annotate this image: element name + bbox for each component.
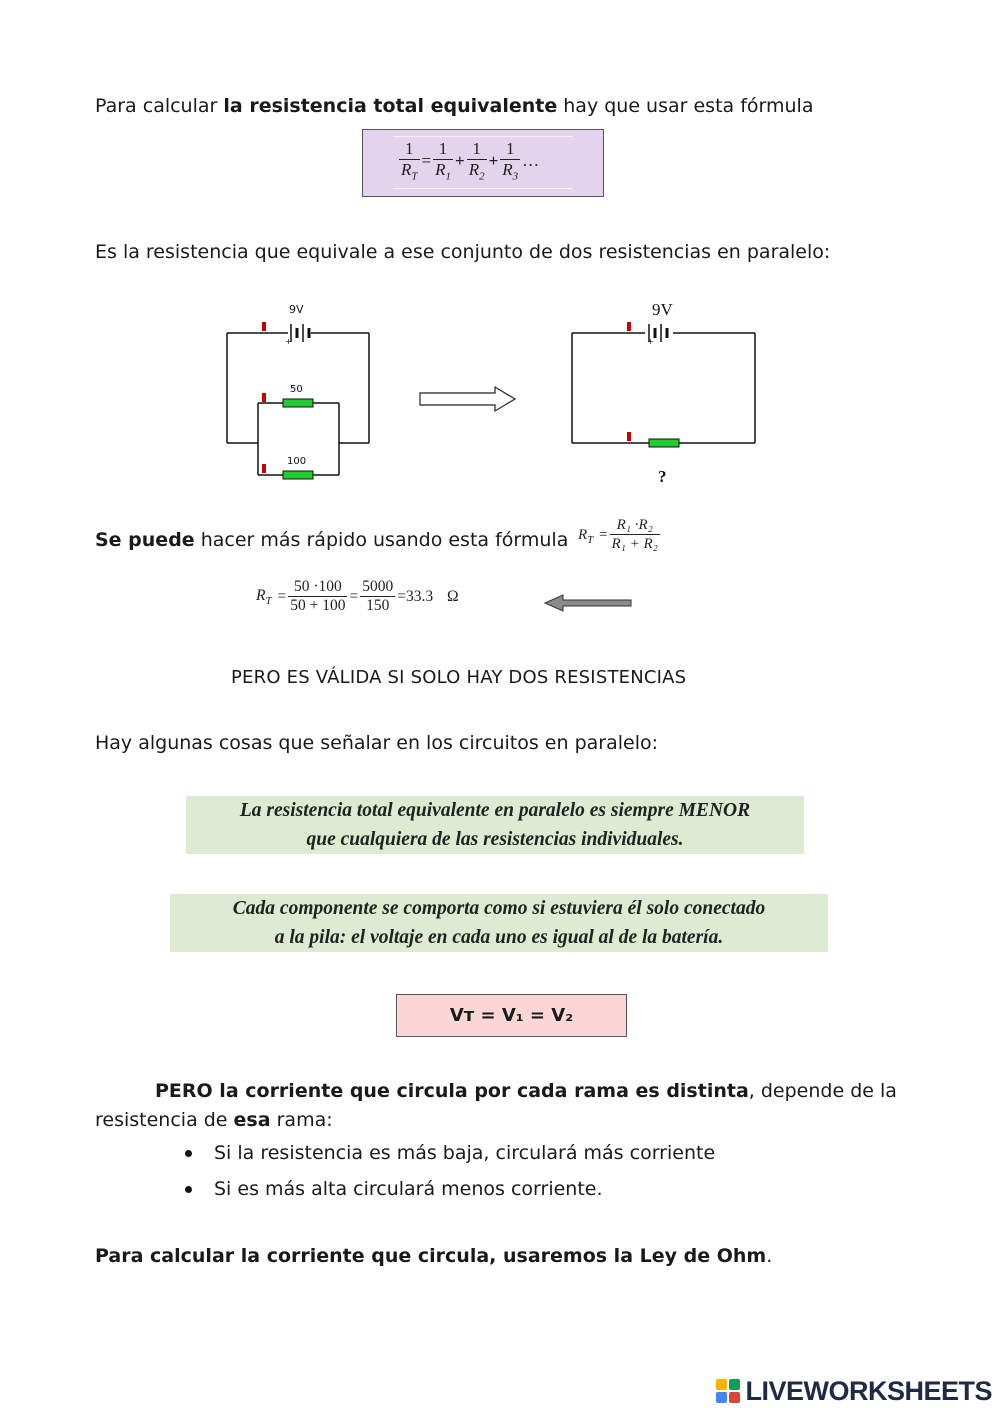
resistor-label-100: 100 (287, 456, 307, 467)
watermark-text: LIVEWORKSHEETS (745, 1375, 992, 1406)
left-arrow-icon (543, 592, 633, 614)
notes-intro: Hay algunas cosas que señalar en los circuitos en paralelo: (95, 732, 659, 754)
battery-symbol-left (291, 324, 309, 342)
unknown-resistance-label: ? (658, 467, 667, 486)
bullet-item: Si es más alta circulará menos corriente. (214, 1178, 603, 1200)
resistor-label-50: 50 (290, 384, 303, 395)
intro-bold: la resistencia total equivalente (223, 95, 558, 117)
current-line2: resistencia de esa rama: (95, 1109, 333, 1131)
note2-line1: Cada componente se comporta como si estuviera él solo conectado (232, 898, 766, 919)
general-formula: $\frac{1}{R_T}$ = $\frac{1}{R_1}$ + $\frac{1}{R_2}$ + $\frac{1}{R_3}$ … (401, 139, 540, 182)
warning-text: PERO ES VÁLIDA SI SOLO HAY DOS RESISTENCIAS (231, 667, 687, 688)
liveworksheets-watermark (715, 1374, 992, 1408)
equivalent-circuit (572, 333, 755, 443)
fast-bold: Se puede (95, 529, 195, 551)
ohm-unit: Ω (446, 587, 459, 605)
battery-label-right: 9V (652, 300, 673, 319)
current-text: , depende de la (748, 1080, 897, 1102)
calculation: $R_T$ = $\frac{50 \cdot 100}{50 + 100}$ = $\frac{5000}{150}$ =33.3 Ω (256, 578, 459, 614)
general-formula-box (362, 129, 604, 197)
liveworksheets-logo-icon (715, 1378, 741, 1404)
bullet-dot (185, 1150, 192, 1157)
ohm-bold: Para calcular la corriente que circula, usaremos la Ley de Ohm (95, 1245, 767, 1267)
bullet-item: Si la resistencia es más baja, circulará más corriente (214, 1142, 716, 1164)
marker (627, 432, 631, 441)
resistor-equivalent (649, 439, 679, 447)
bullet-dot (185, 1186, 192, 1193)
intro-paragraph (95, 92, 813, 121)
fast-text: hacer más rápido usando esta fórmula (194, 529, 569, 551)
note-menor-box (186, 796, 804, 854)
intro-text: Para calcular (95, 95, 224, 117)
right-arrow-icon (420, 387, 515, 411)
note2-line2: a la pila: el voltaje en cada uno es igual al de la batería. (274, 927, 724, 948)
marker (262, 393, 266, 402)
marker (262, 464, 266, 473)
intro-text-end: hay que usar esta fórmula (557, 95, 814, 117)
resistor-50 (283, 399, 313, 407)
plus-sign-left: + (285, 337, 292, 346)
current-line1 (155, 1077, 897, 1106)
marker (262, 322, 266, 331)
note1-line2: que cualquiera de las resistencias individuales. (306, 829, 684, 850)
voltage-equation-box: Vᴛ = V₁ = V₂ (396, 994, 627, 1037)
resistor-100 (283, 471, 313, 479)
equiv-paragraph: Es la resistencia que equivale a ese conjunto de dos resistencias en paralelo: (95, 241, 831, 263)
two-resistor-formula: $R_T$ = $\frac{\text{R₁ ·R₂}}{\text{R₁ + R₂}}$ (578, 517, 658, 553)
note-voltage-box (170, 894, 828, 952)
marker (627, 322, 631, 331)
battery-label-left: 9V (289, 303, 304, 316)
ohm-paragraph: Para calcular la corriente que circula, usaremos la Ley de Ohm. (95, 1245, 773, 1267)
note1-line1: La resistencia total equivalente en paralelo es siempre MENOR (239, 800, 751, 821)
fast-formula-paragraph (95, 526, 568, 555)
current-bold: PERO la corriente que circula por cada rama es distinta (155, 1080, 749, 1102)
plus-sign-right: + (647, 337, 654, 346)
circuit-diagram (215, 295, 775, 495)
